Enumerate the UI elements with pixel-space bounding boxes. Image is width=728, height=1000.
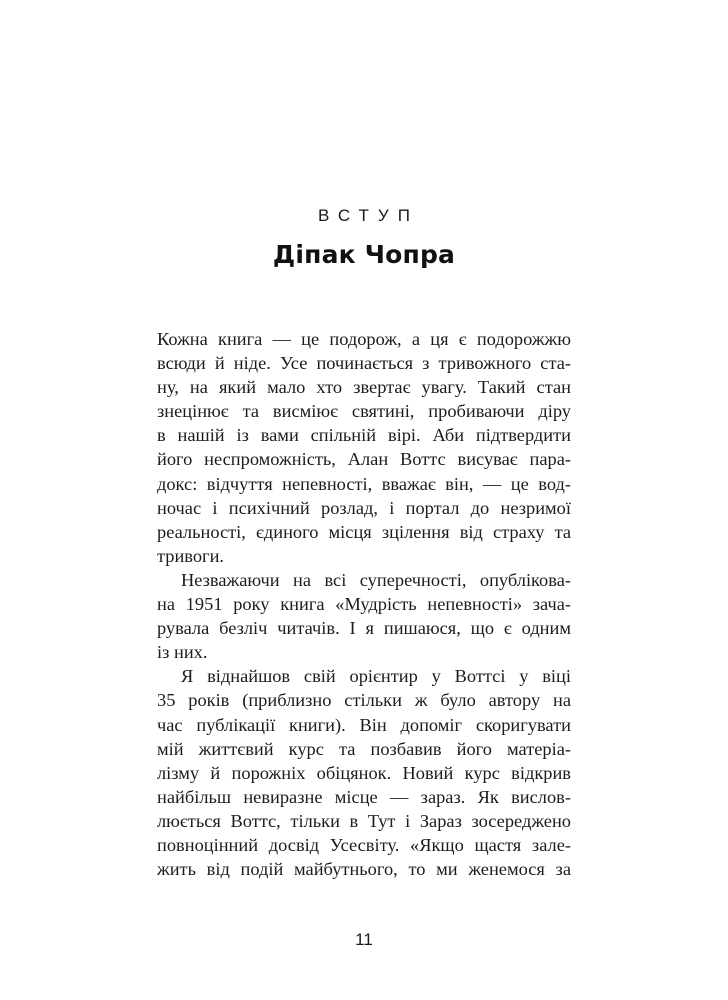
text-line: 35 років (приблизно стільки ж було автору на [157,690,571,711]
text-line: рувала безліч читачів. І я пишаюся, що є одним [157,618,571,639]
text-line: мій життєвий курс та позбавив його матеріа- [157,738,571,759]
text-line: найбільш невиразне місце — зараз. Як вислов- [157,786,571,807]
chapter-title: Діпак Чопра [272,240,456,269]
text-line: ночас і психічний розлад, і портал до незримої [157,497,571,518]
text-line: Я віднайшов свій орієнтир у Воттсі у віці [181,666,571,687]
text-line: докс: відчуття непевності, вважає він, — це вод- [157,473,571,494]
text-line: реальності, єдиного місця зцілення від страху та [157,521,571,542]
section-kicker: ВСТУП [318,206,419,225]
text-line: ну, на який мало хто звертає увагу. Такий стан [157,377,571,398]
page-number: 11 [355,930,373,949]
body-text [157,327,571,881]
text-line: знецінює та висміює святині, пробиваючи діру [157,401,571,422]
text-line: лізму й порожніх обіцянок. Новий курс відкрив [157,762,571,783]
text-line: жить від подій майбутнього, то ми женемося за [157,859,571,880]
text-line: час публікації книги). Він допоміг скоригувати [157,714,571,735]
text-line: Незважаючи на всі суперечності, опублікова- [181,569,571,590]
text-line: повноцінний досвід Усесвіту. «Якщо щастя зале- [157,834,571,855]
paragraph [157,664,571,881]
paragraph [157,568,571,664]
text-line: всюди й ніде. Усе починається з тривожного ста- [157,353,571,374]
text-line: його неспроможність, Алан Воттс висуває пара- [157,449,571,470]
text-line: на 1951 року книга «Мудрість непевності» зача- [157,594,571,615]
text-line: люється Воттс, тільки в Тут і Зараз зосереджено [157,810,571,831]
paragraph [157,327,571,568]
text-line: із них. [157,642,208,663]
text-line: в нашій із вами спільній вірі. Аби підтвердити [157,425,571,446]
text-line: Кожна книга — це подорож, а ця є подорожжю [157,329,571,349]
text-line: тривоги. [157,545,225,566]
